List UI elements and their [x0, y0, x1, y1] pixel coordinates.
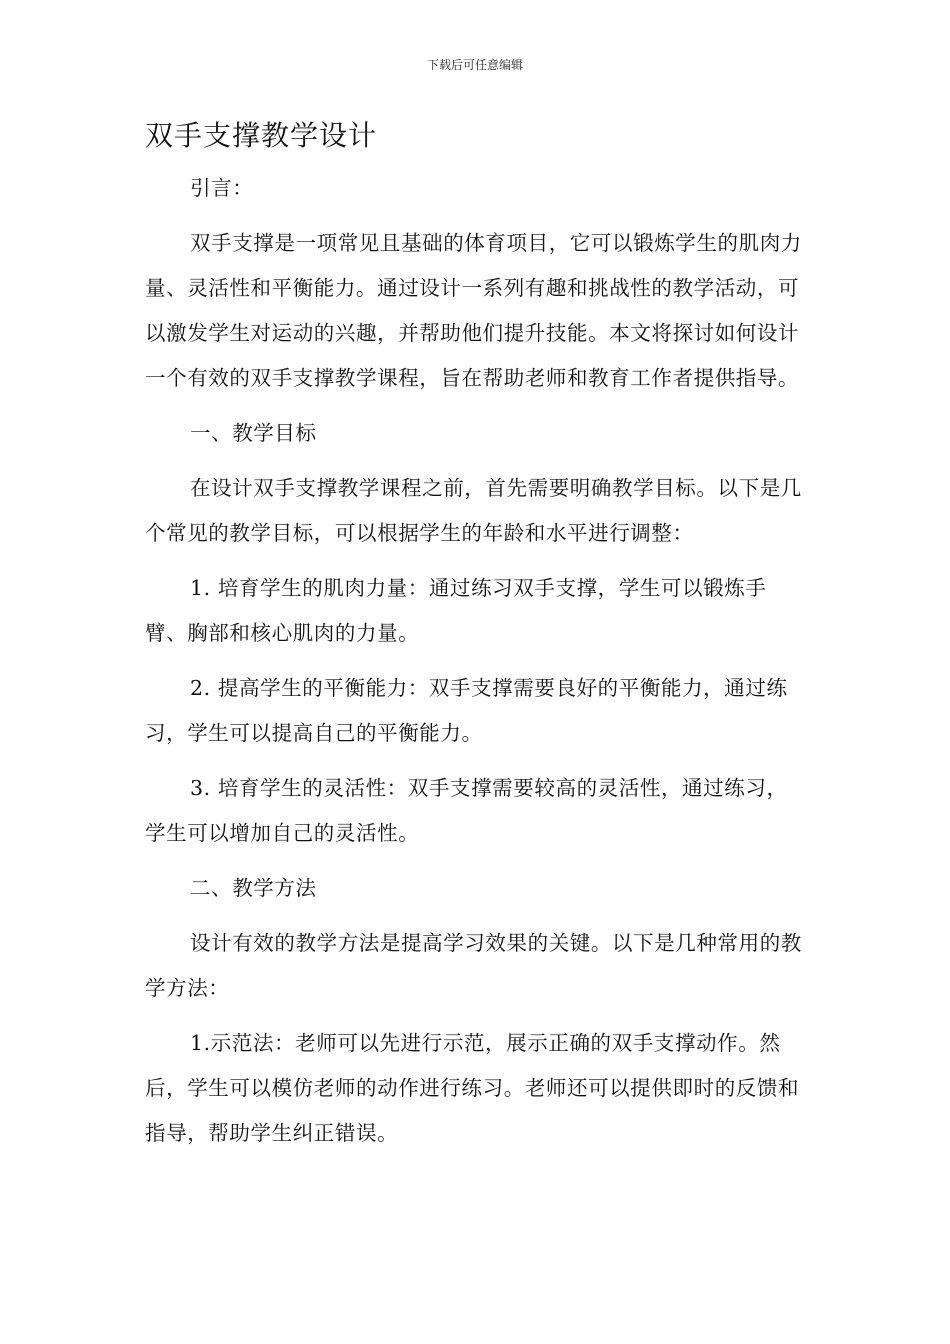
- document-body: [145, 166, 805, 1166]
- method-item-demonstration: 1.示范法：老师可以先进行示范，展示正确的双手支撑动作。然后，学生可以模仿老师的动作进行练习。老师还可以提供即时的反馈和指导，帮助学生纠正错误。: [145, 1031, 800, 1145]
- goal-item-strength: 1. 培育学生的肌肉力量：通过练习双手支撑，学生可以锻炼手臂、胸部和核心肌肉的力量。: [145, 576, 767, 645]
- intro-paragraph: 双手支撑是一项常见且基础的体育项目，它可以锻炼学生的肌肉力量、灵活性和平衡能力。通过设计一系列有趣和挑战性的教学活动，可以激发学生对运动的兴趣，并帮助他们提升技能。本文将探讨如何设计一个有效的双手支撑教学课程，旨在帮助老师和教育工作者提供指导。: [145, 231, 802, 390]
- section-heading-methods: 二、教学方法: [190, 876, 317, 900]
- methods-intro-paragraph: 设计有效的教学方法是提高学习效果的关键。以下是几种常用的教学方法：: [145, 931, 802, 1000]
- intro-label: 引言：: [190, 176, 254, 200]
- goal-item-balance: 2. 提高学生的平衡能力：双手支撑需要良好的平衡能力，通过练习，学生可以提高自己的平衡能力。: [145, 676, 788, 745]
- page-header-note: 下载后可任意编辑: [426, 58, 523, 72]
- goal-item-flexibility: 3. 培育学生的灵活性：双手支撑需要较高的灵活性，通过练习，学生可以增加自己的灵活性。: [145, 776, 788, 845]
- section-heading-goals: 一、教学目标: [190, 421, 317, 445]
- goals-intro-paragraph: 在设计双手支撑教学课程之前，首先需要明确教学目标。以下是几个常见的教学目标，可以根据学生的年龄和水平进行调整：: [145, 476, 802, 545]
- document-title: 双手支撑教学设计: [145, 119, 378, 152]
